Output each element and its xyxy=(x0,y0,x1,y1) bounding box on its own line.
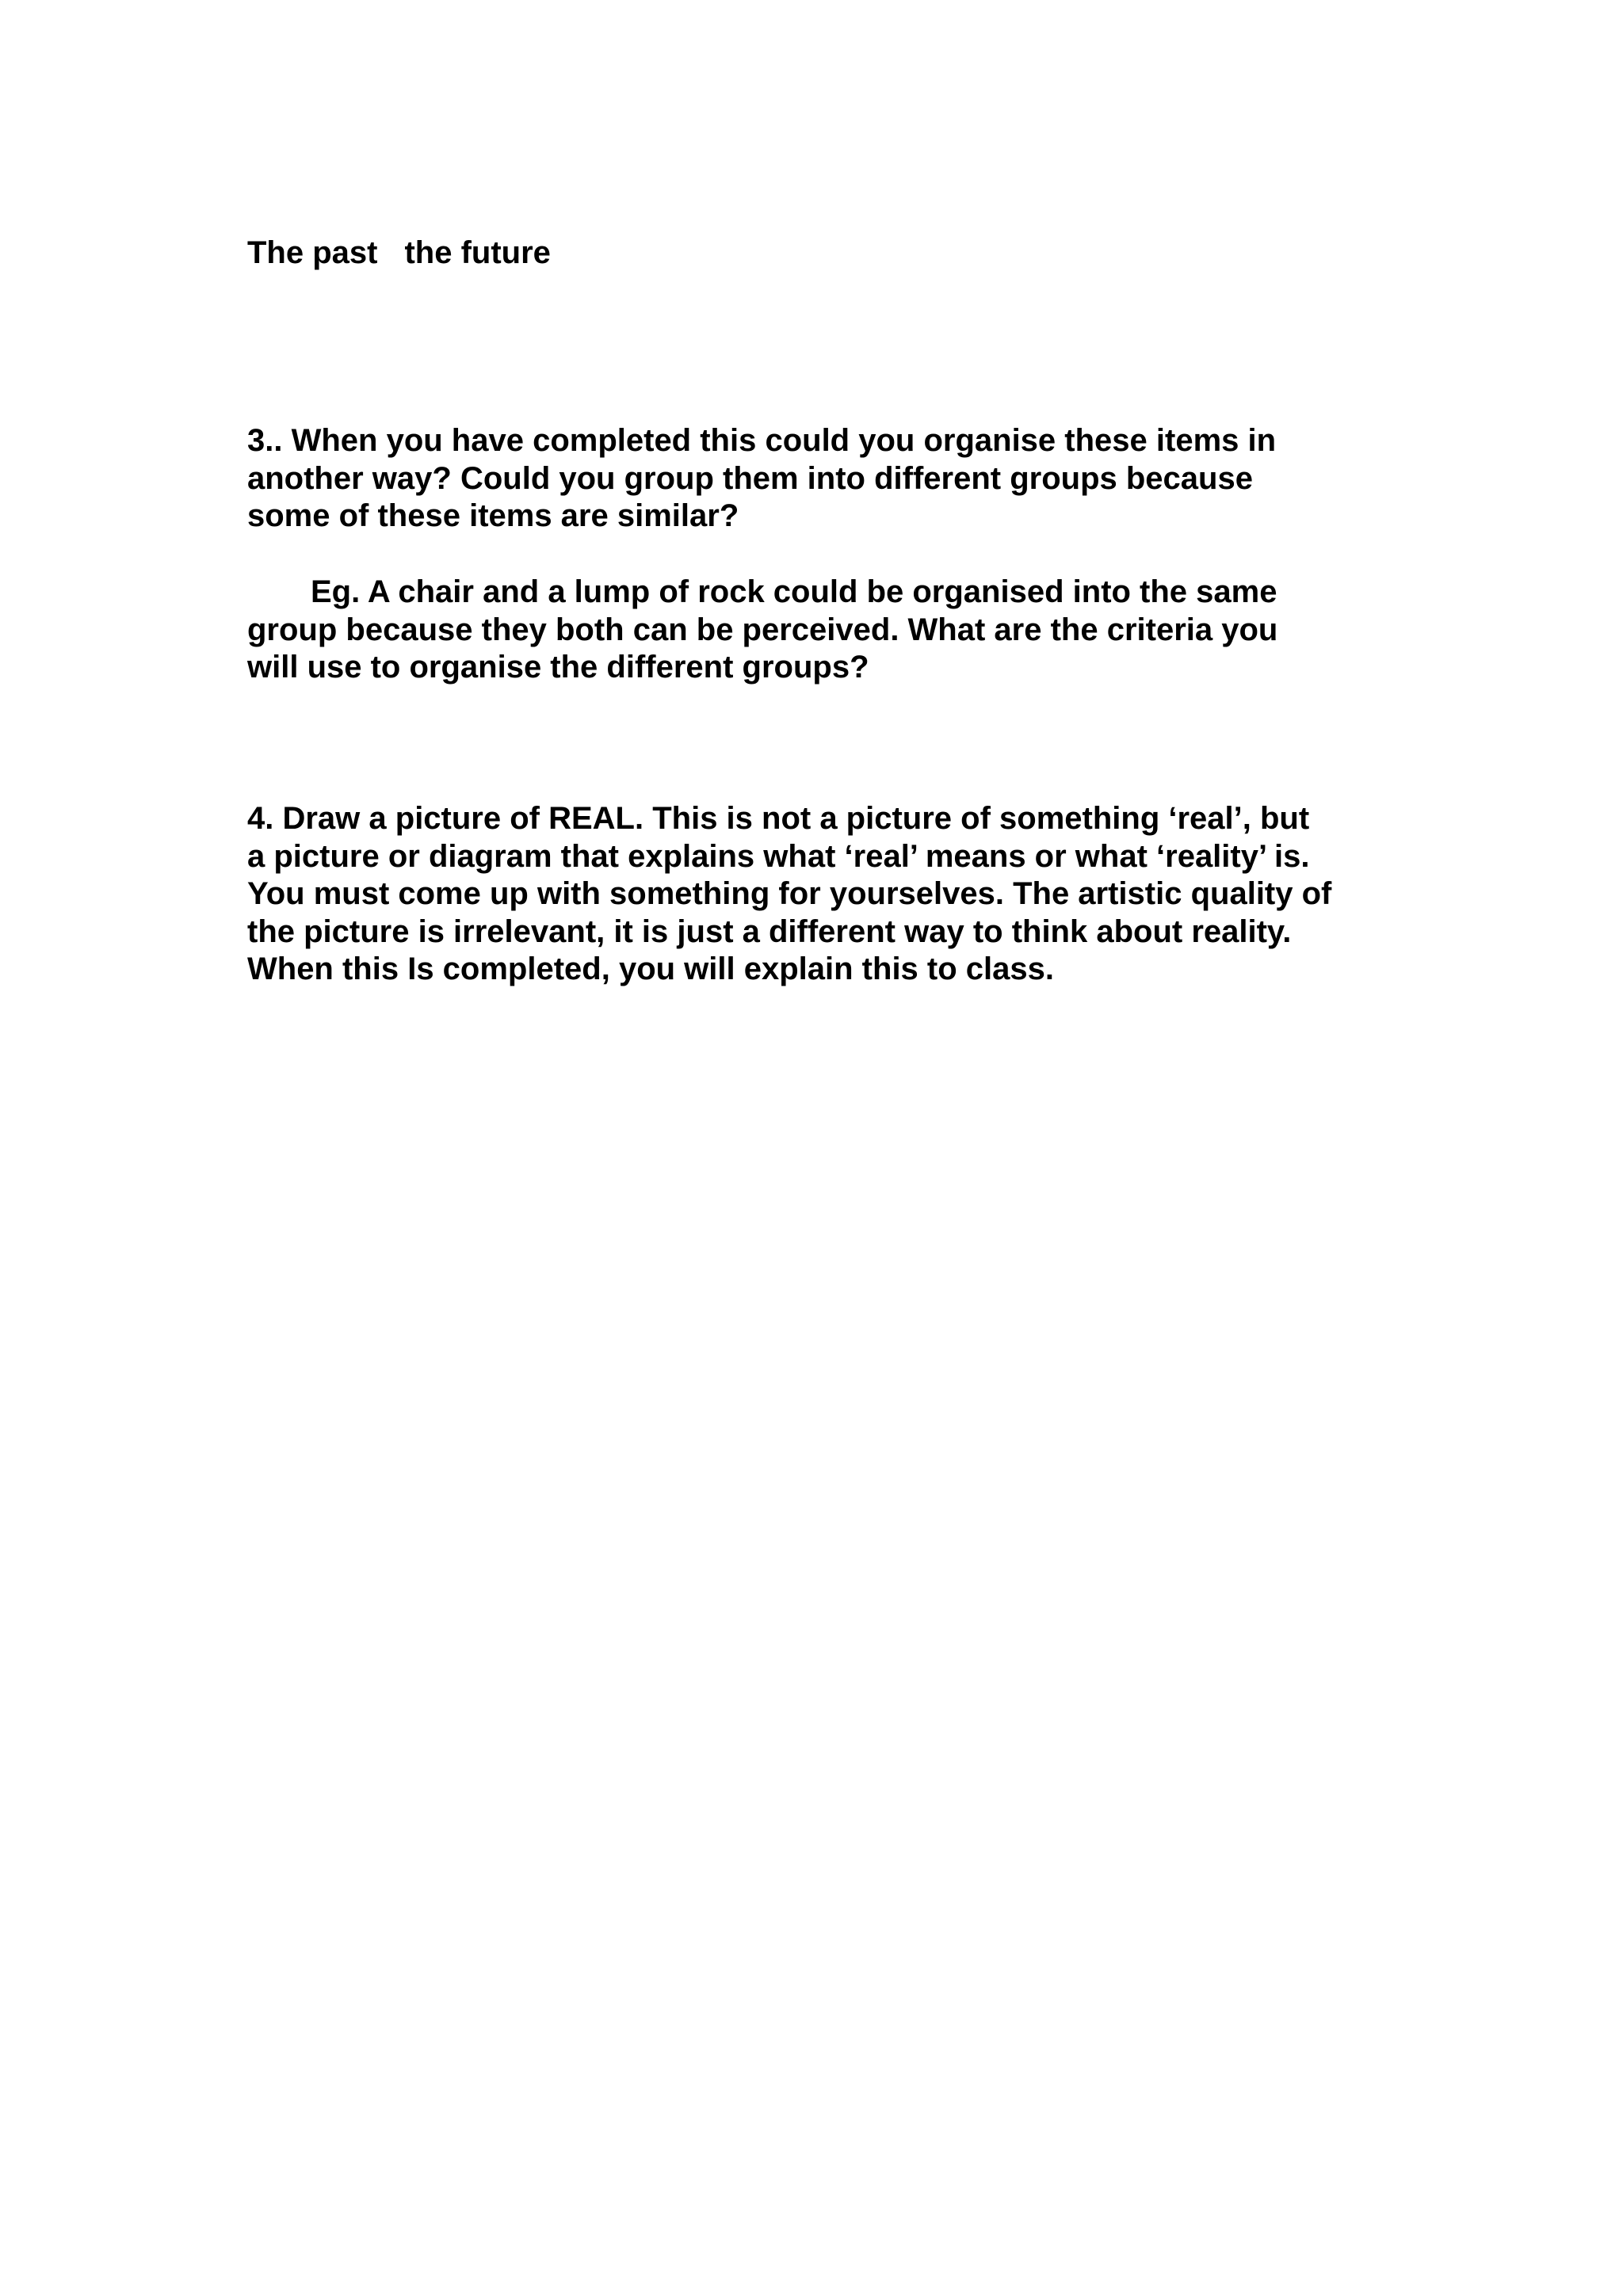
question-3-line: another way? Could you group them into different groups because xyxy=(247,460,1253,496)
question-3 xyxy=(247,422,1404,536)
question-4-line: the picture is irrelevant, it is just a different way to think about reality. xyxy=(247,913,1292,949)
question-4-line: When this Is completed, you will explain this to class. xyxy=(247,952,1054,986)
question-3-line: some of these items are similar? xyxy=(247,498,739,533)
heading xyxy=(247,235,1404,273)
question-3-line: 3.. When you have completed this could you organise these items in xyxy=(247,423,1277,458)
question-3-example-line: Eg. A chair and a lump of rock could be organised into the same xyxy=(311,574,1277,609)
example-first-line-wrap xyxy=(247,574,1404,612)
question-4-line: 4. Draw a picture of REAL. This is not a picture of something ‘real’, but xyxy=(247,801,1310,836)
heading-future: the future xyxy=(404,235,551,270)
question-4-line: You must come up with something for yourselves. The artistic quality of xyxy=(247,876,1332,911)
question-4-line: a picture or diagram that explains what ‘real’ means or what ‘reality’ is. xyxy=(247,838,1310,874)
question-3-example-line: group because they both can be perceived. What are the criteria you xyxy=(247,612,1278,647)
question-4 xyxy=(247,800,1404,989)
question-3-example xyxy=(247,574,1404,687)
question-3-example-line: will use to organise the different groups? xyxy=(247,650,869,685)
heading-past: The past xyxy=(247,235,378,270)
